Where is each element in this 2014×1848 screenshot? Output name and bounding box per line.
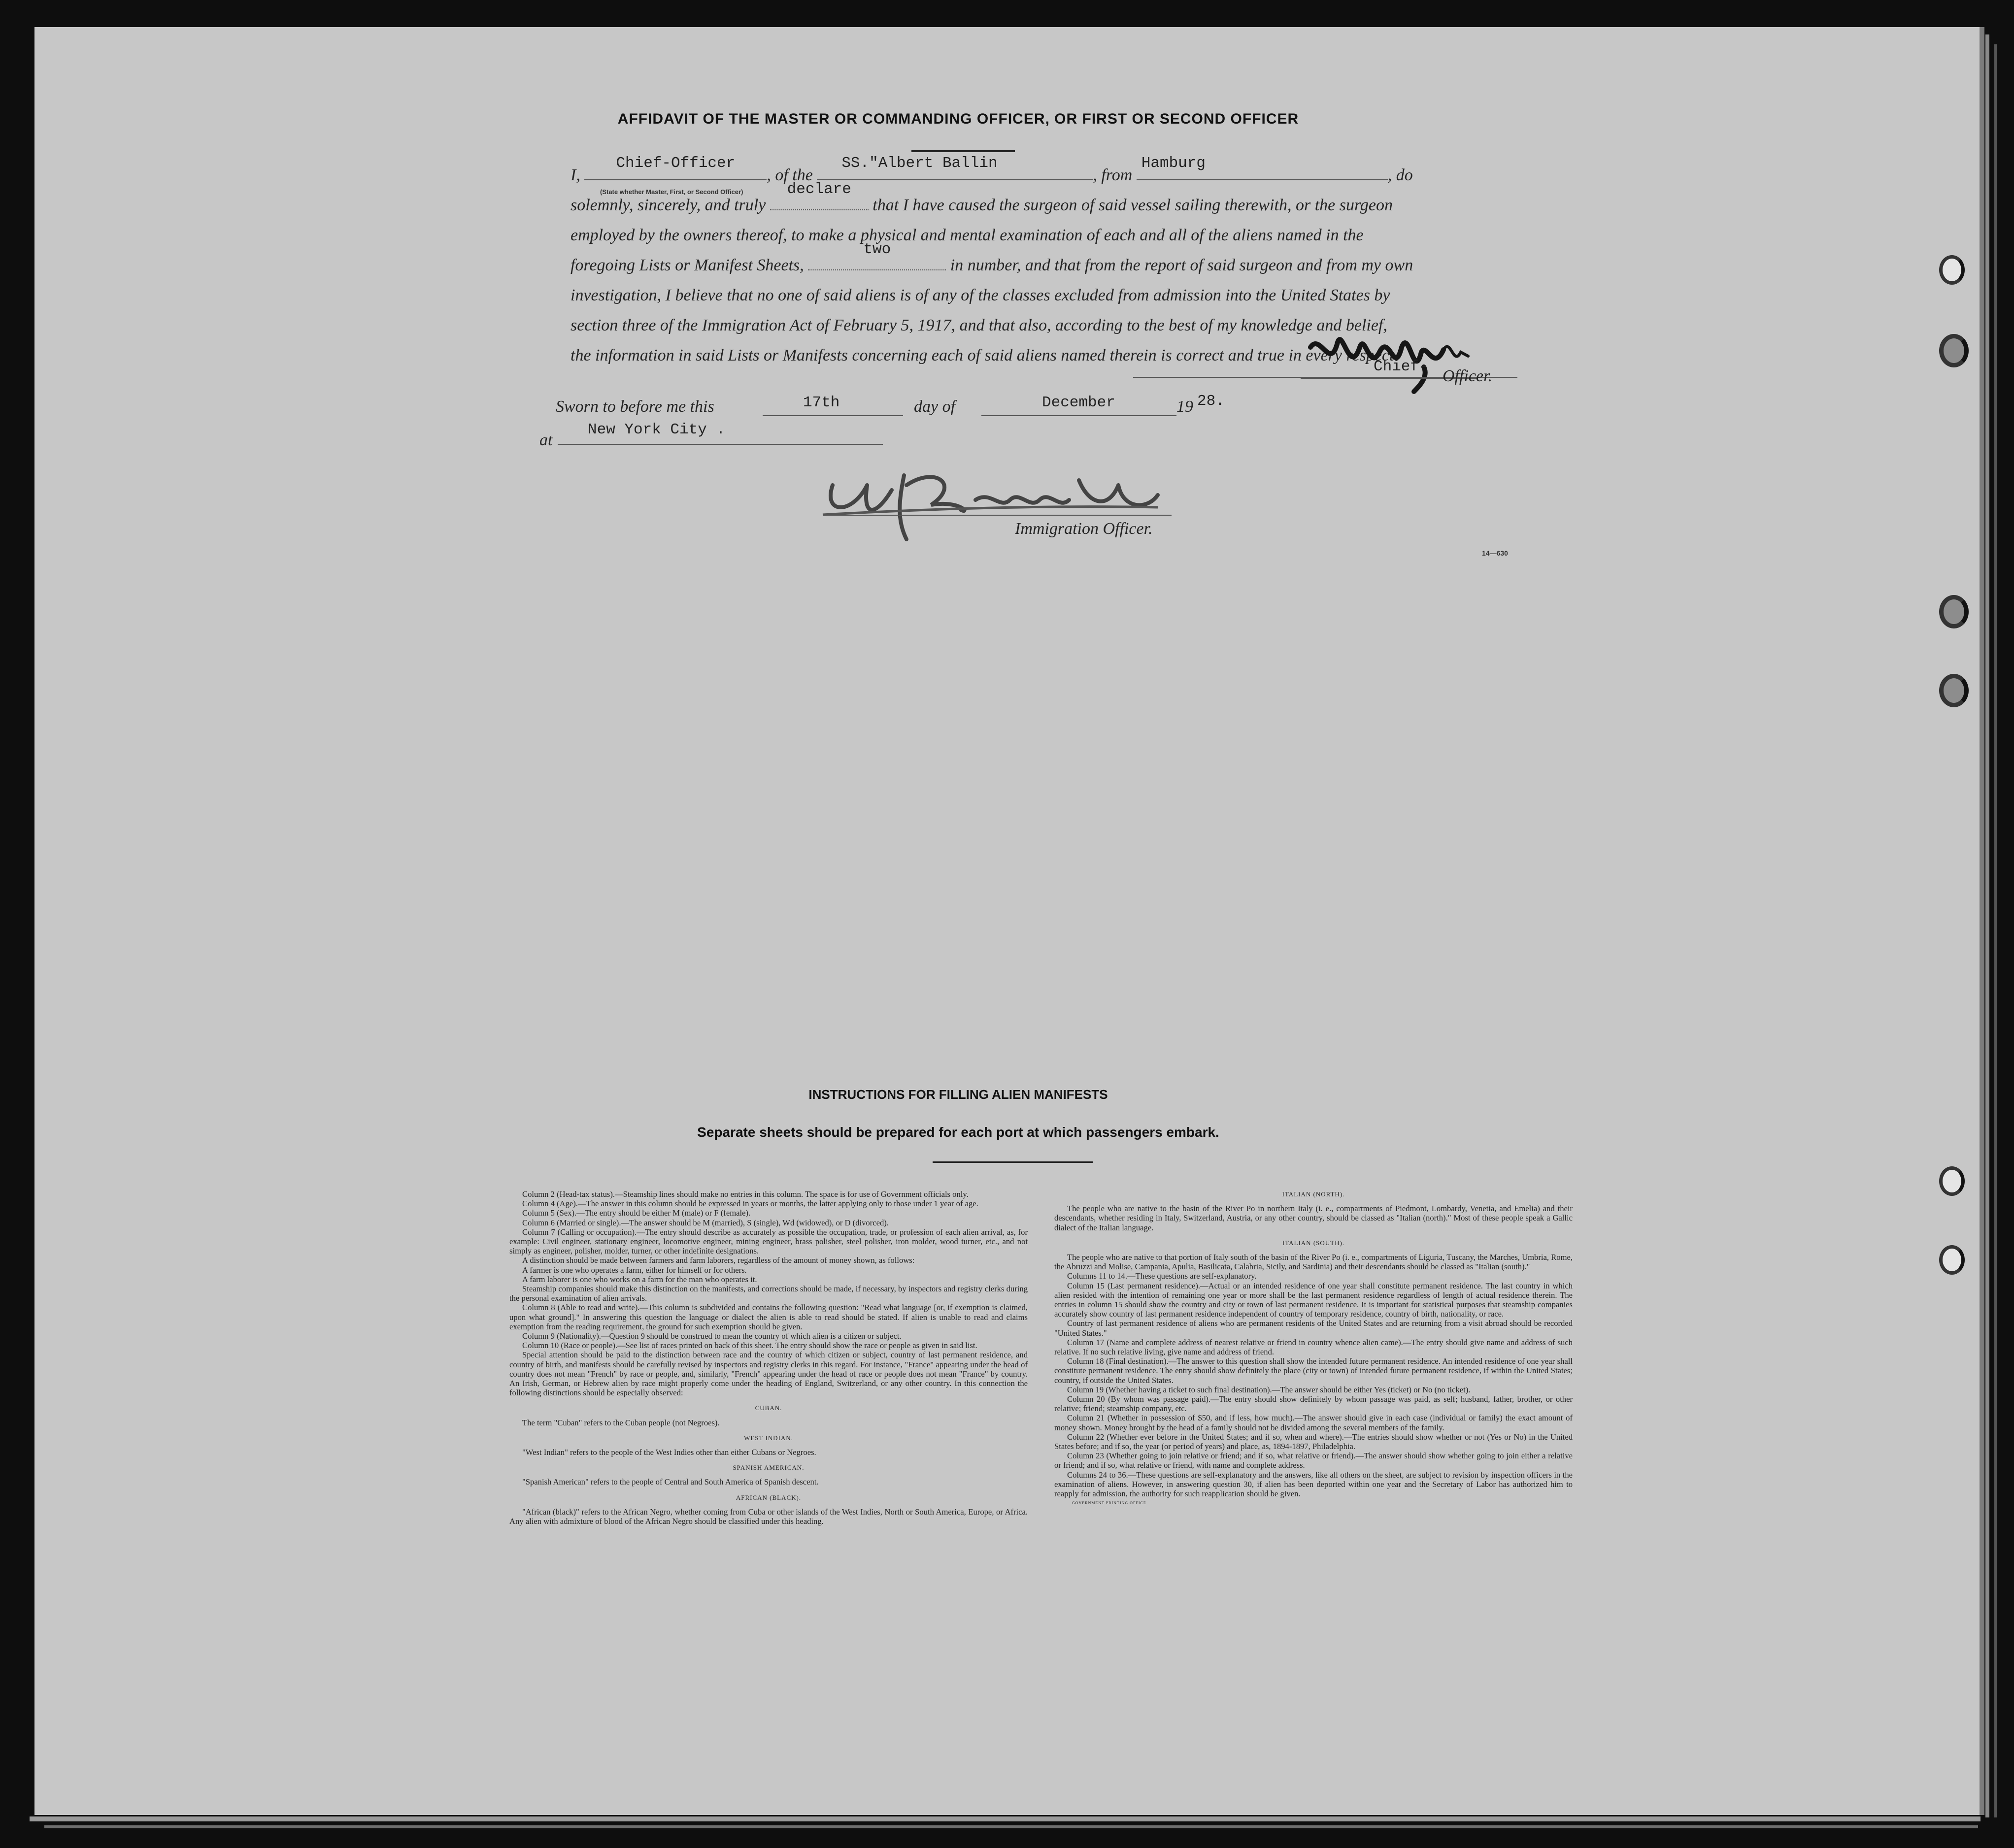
form-number: 14—630 xyxy=(1482,549,1508,557)
instruction-paragraph: Column 7 (Calling or occupation).—The entry should describe as accurately as possible the occupation, trade, or profession of each alien arrival, as, for example: Civil engineer, stationary engineer, locomotive engineer, mining engineer, brass polisher, steel polisher, iron molder, wood turner, etc., and not simply as engineer, polisher, molder, turner, or other indefinite designations. xyxy=(509,1227,1028,1256)
binder-hole xyxy=(1939,595,1969,628)
section-heading: CUBAN. xyxy=(755,1404,782,1412)
binder-hole xyxy=(1939,1245,1965,1275)
page-edge xyxy=(1994,44,1997,1817)
instruction-paragraph: Steamship companies should make this distinction on the manifests, and corrections should be made, if necessary, by inspectors and registry clerks during the personal examination of alien arrivals. xyxy=(509,1284,1028,1303)
port-field xyxy=(1137,155,1388,180)
section-heading: WEST INDIAN. xyxy=(744,1434,793,1442)
place-line xyxy=(558,444,883,445)
declare-value: declare xyxy=(787,181,851,198)
at-label: at xyxy=(539,431,553,449)
affidavit-text: in number, and that from the report of said surgeon and from my own xyxy=(950,256,1413,274)
instruction-paragraph: Column 9 (Nationality).—Question 9 should be construed to mean the country of which alien is a citizen or subject. xyxy=(522,1331,902,1341)
instructions-title: INSTRUCTIONS FOR FILLING ALIEN MANIFESTS xyxy=(808,1087,1108,1102)
year-prefix: 19 xyxy=(1176,397,1193,416)
day-of-label: day of xyxy=(914,397,956,416)
instruction-paragraph: "West Indian" refers to the people of the West Indies other than either Cubans or Negroes. xyxy=(522,1448,816,1457)
instructions-right-column xyxy=(1054,1189,1573,1508)
binder-hole xyxy=(1939,1166,1965,1196)
i-label: I, xyxy=(571,166,580,184)
page-edge xyxy=(44,1825,1978,1828)
instruction-paragraph: The term "Cuban" refers to the Cuban people (not Negroes). xyxy=(522,1418,720,1427)
do-label: , do xyxy=(1387,166,1413,184)
binder-hole xyxy=(1939,674,1969,707)
immigration-officer-signature xyxy=(813,456,1168,554)
instruction-paragraph: Columns 24 to 36.—These questions are self-explanatory and the answers, like all others on the sheet, are subject to revision by inspection officers in the examination of aliens. However, in answering question 30, if alien has been deported within one year and the Secretary of Labor has authorized him to reapply for admission, the authority for such reapplication should be given. xyxy=(1054,1470,1573,1499)
sheets-count-value: two xyxy=(863,241,891,258)
officer-label: Officer. xyxy=(1443,367,1493,385)
instruction-paragraph: Special attention should be paid to the distinction between race and the country of which citizen or subject, country of last permanent residence, and country of birth, and manifests should be carefully revised by inspectors and registry clerks in this regard. For instance, "France" appearing under the head of country does not mean "French" by race or people, and, similarly, "French" appearing under the head of race or people does not mean "France" by country. An Irish, German, or Hebrew alien by race might properly come under the heading of England, Switzerland, or any other country. In this connection the following distinctions should be especially observed: xyxy=(509,1350,1028,1398)
month-value: December xyxy=(1042,394,1115,411)
instruction-paragraph: Column 21 (Whether in possession of $50, and if less, how much).—The answer should give in each case (individual or family) the exact amount of money shown. Money brought by the head of a family should not be divided among the several members of the family. xyxy=(1054,1413,1573,1432)
sworn-label: Sworn to before me this xyxy=(556,397,714,416)
page-edge xyxy=(1985,34,1989,1817)
instructions-left-column xyxy=(509,1189,1028,1526)
vessel-value: SS."Albert Ballin xyxy=(841,155,998,172)
instruction-paragraph: "Spanish American" refers to the people of Central and South America of Spanish descent. xyxy=(522,1477,819,1487)
section-heading: ITALIAN (NORTH). xyxy=(1282,1190,1345,1198)
instructions-subtitle: Separate sheets should be prepared for each port at which passengers embark. xyxy=(697,1124,1219,1140)
day-line xyxy=(763,415,903,416)
instruction-paragraph: Column 5 (Sex).—The entry should be either M (male) or F (female). xyxy=(522,1208,751,1218)
page-edge xyxy=(30,1816,1980,1821)
instruction-paragraph: Column 15 (Last permanent residence).—Actual or an intended residence of one year shall constitute permanent residence. The last country in which alien resided with the intention of remaining one year or more shall be the last permanent residence regardless of length of actual residence therein. The entries in column 15 should show the country and city or town of last permanent residence. It is important for statistical purposes that steamship companies accurately show country of last permanent residence independent of country of temporary residence, country of birth, nationality, or race. xyxy=(1054,1281,1573,1319)
printer-imprint: GOVERNMENT PRINTING OFFICE xyxy=(1072,1501,1146,1506)
sheets-label: foregoing Lists or Manifest Sheets, xyxy=(571,256,804,274)
signer-title: Chief- xyxy=(1374,358,1429,375)
port-value: Hamburg xyxy=(1141,155,1206,172)
affidavit-line xyxy=(571,241,1536,280)
instruction-paragraph: The people who are native to that portion of Italy south of the basin of the River Po (i. e., compartments of Liguria, Tuscany, the Marches, Umbria, Rome, the Abruzzi and Molise, Campania, Apulia, Basilicata, Calabria, Sicily, and Sardinia) and their descendants should be classed as "Italian (south)." xyxy=(1054,1253,1573,1272)
instruction-paragraph: Column 20 (By whom was passage paid).—The entry should show definitely by whom passage was paid, as self; husband, father, brother, or other relative; friend; steamship company, etc. xyxy=(1054,1394,1573,1414)
affidavit-title: AFFIDAVIT OF THE MASTER OR COMMANDING OFFICER, OR FIRST OR SECOND OFFICER xyxy=(617,111,1299,127)
instruction-paragraph: A distinction should be made between farmers and farm laborers, regardless of the amount of money shown, as follows: xyxy=(522,1255,915,1265)
binder-hole xyxy=(1939,255,1965,285)
instruction-paragraph: Column 19 (Whether having a ticket to such final destination).—The answer should be either Yes (ticket) or No (no ticket). xyxy=(1067,1385,1471,1394)
officer-rank-value: Chief-Officer xyxy=(616,155,736,172)
instruction-paragraph: Column 8 (Able to read and write).—This column is subdivided and contains the following question: "Read what language [or, if exemption is claimed, upon what ground]." In answering this question the language or dialect the alien is able to read should be stated. If alien is unable to read and claims exemption from the reading requirement, the ground for such exemption should be given. xyxy=(509,1303,1028,1331)
of-the-label: , of the xyxy=(767,166,813,184)
from-label: , from xyxy=(1093,166,1133,184)
instruction-paragraph: The people who are native to the basin of the River Po in northern Italy (i. e., compartments of Piedmont, Lombardy, Venetia, and Emelia) and their descendants, whether residing in Italy, Switzerland, Austria, or any other country, should be classed as "Italian (north)." Most of these people speak a Gallic dialect of the Italian language. xyxy=(1054,1204,1573,1232)
instruction-paragraph: Column 2 (Head-tax status).—Steamship lines should make no entries in this column. The space is for use of Government officials only. xyxy=(522,1189,969,1199)
affidavit-line: section three of the Immigration Act of February 5, 1917, and that also, according to the best of my knowledge and belief, xyxy=(571,316,1387,334)
instruction-paragraph: "African (black)" refers to the African Negro, whether coming from Cuba or other islands of the West Indies, North or South America, Europe, or Africa. Any alien with admixture of blood of the African Negro should be classified under this heading. xyxy=(509,1507,1028,1526)
instruction-paragraph: A farm laborer is one who works on a farm for the man who operates it. xyxy=(522,1274,757,1284)
rank-note: (State whether Master, First, or Second Officer) xyxy=(600,188,743,196)
section-heading: SPANISH AMERICAN. xyxy=(733,1464,805,1472)
instruction-paragraph: Column 17 (Name and complete address of nearest relative or friend in country whence alien came).—The entry should give name and address of such relative. If no such relative living, give name and address of friend. xyxy=(1054,1337,1573,1357)
instructions-rule xyxy=(933,1161,1093,1163)
instruction-paragraph: Column 4 (Age).—The answer in this column should be expressed in years or months, the latter applying only to those under 1 year of age. xyxy=(522,1199,978,1209)
section-heading: ITALIAN (SOUTH). xyxy=(1282,1239,1345,1247)
officer-signature-line xyxy=(827,515,1172,516)
instruction-paragraph: A farmer is one who operates a farm, either for himself or for others. xyxy=(522,1265,747,1275)
immigration-officer-label: Immigration Officer. xyxy=(1015,520,1153,538)
instruction-paragraph: Column 10 (Race or people).—See list of races printed on back of this sheet. The entry should show the race or people as given in said list. xyxy=(522,1341,977,1351)
affidavit-line xyxy=(571,155,1536,190)
officer-rank-field xyxy=(584,155,767,180)
instruction-paragraph: Column 18 (Final destination).—The answer to this question shall show the intended future permanent residence. An intended residence of one year shall constitute permanent residence. The entry should show definitely the place (city or town) of intended future permanent residence, if within the United States; country, if outside the United States. xyxy=(1054,1356,1573,1385)
sheets-count-field xyxy=(808,241,946,270)
solemnly-label: solemnly, sincerely, and truly xyxy=(571,196,766,214)
binder-hole xyxy=(1939,334,1969,367)
instruction-paragraph: Column 22 (Whether ever before in the United States; and if so, when and where).—The entries should show whether or not (Yes or No) in the United States before; and if so, the year (or period of years) and place, as, 1894-1897, Philadelphia. xyxy=(1054,1432,1573,1452)
instruction-paragraph: Column 6 (Married or single).—The answer should be M (married), S (single), Wd (widowed), or D (divorced). xyxy=(522,1218,889,1227)
affidavit-text: that I have caused the surgeon of said vessel sailing therewith, or the surgeon xyxy=(873,196,1393,214)
year-suffix: 28. xyxy=(1197,393,1225,410)
day-value: 17th xyxy=(803,394,840,411)
declare-field xyxy=(770,181,869,210)
affidavit-line: the information in said Lists or Manifests concerning each of said aliens named therein is correct and true in every respect. xyxy=(571,346,1398,364)
section-heading: AFRICAN (BLACK). xyxy=(736,1493,802,1501)
manifest-page xyxy=(34,27,1984,1815)
instruction-paragraph: Column 23 (Whether going to join relative or friend; and if so, what relative or friend).—The answer should show whether going to join either a relative or friend; and if so, what relative or friend, with name and complete address. xyxy=(1054,1451,1573,1470)
month-line xyxy=(981,415,1176,416)
instruction-paragraph: Columns 11 to 14.—These questions are self-explanatory. xyxy=(1067,1271,1257,1281)
affidavit-line: investigation, I believe that no one of said aliens is of any of the classes excluded from admission into the United States by xyxy=(571,286,1390,304)
instruction-paragraph: Country of last permanent residence of aliens who are permanent residents of the United States and are returning from a visit abroad should be recorded "United States." xyxy=(1054,1319,1573,1338)
place-value: New York City . xyxy=(588,421,726,438)
affidavit-line: employed by the owners thereof, to make a physical and mental examination of each and all of the aliens named in the xyxy=(571,226,1364,244)
